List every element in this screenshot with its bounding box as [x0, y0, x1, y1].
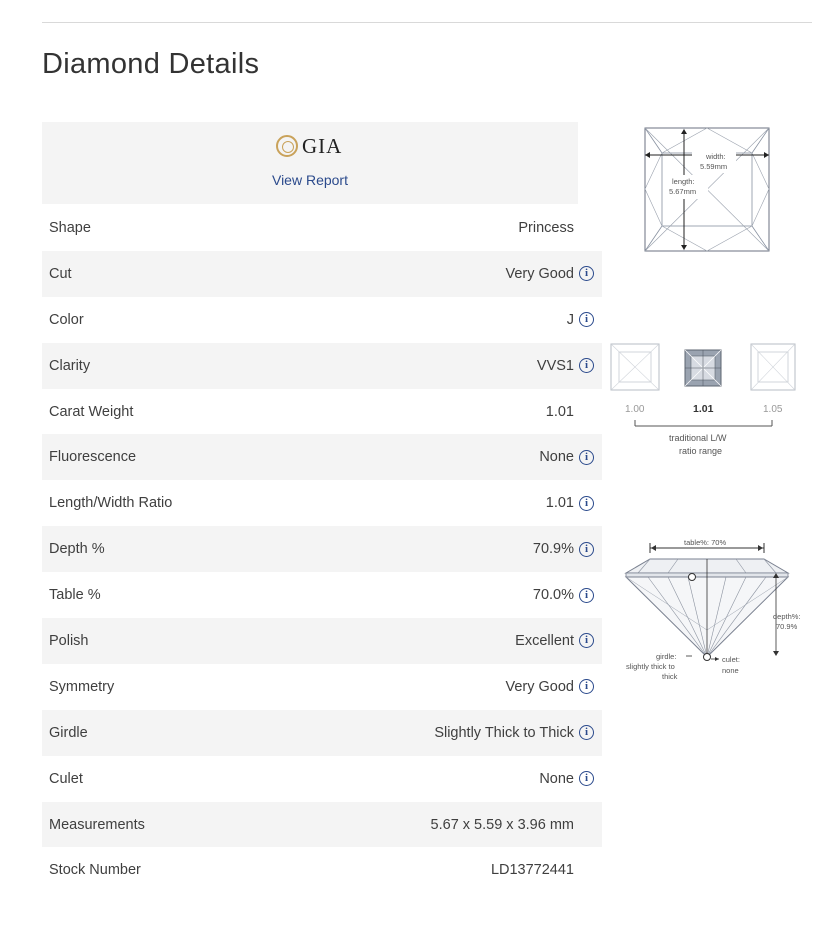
table-percent-label: table%: 70% — [684, 538, 727, 547]
ratio-max-label: 1.05 — [763, 404, 783, 415]
spec-value-group — [567, 312, 594, 328]
spec-row — [42, 297, 602, 343]
spec-label: Length/Width Ratio — [49, 495, 173, 512]
profile-diagram — [618, 535, 828, 685]
spec-row — [42, 618, 602, 664]
spec-value-group — [505, 679, 594, 695]
spec-label: Shape — [49, 219, 91, 236]
info-icon[interactable]: i — [579, 358, 594, 373]
spec-value: Excellent — [515, 632, 574, 649]
spec-row — [42, 847, 602, 893]
spec-label: Girdle — [49, 724, 88, 741]
spec-value: LD13772441 — [490, 862, 574, 879]
spec-value-group — [491, 862, 594, 878]
ratio-current-shape — [685, 350, 721, 386]
ratio-caption-line2: ratio range — [679, 446, 723, 456]
spec-value-group — [537, 358, 594, 374]
info-icon[interactable]: i — [579, 679, 594, 694]
spec-value: Very Good — [505, 678, 574, 695]
info-icon[interactable]: i — [579, 771, 594, 786]
info-icon[interactable]: i — [579, 312, 594, 327]
spec-value-group — [515, 633, 594, 649]
spec-label: Stock Number — [49, 862, 141, 879]
spec-label: Culet — [49, 770, 83, 787]
culet-value: none — [722, 666, 739, 675]
spec-label: Symmetry — [49, 678, 115, 695]
depth-value: 70.9% — [776, 622, 798, 631]
ratio-caption-line1: traditional L/W — [669, 433, 727, 443]
ratio-min-label: 1.00 — [625, 404, 645, 415]
spec-value: 5.67 x 5.59 x 3.96 mm — [430, 816, 574, 833]
spec-value: J — [566, 311, 574, 328]
spec-row — [42, 802, 602, 848]
width-label: width: — [706, 152, 726, 161]
spec-value: None — [539, 449, 574, 466]
spec-value: Very Good — [505, 265, 574, 282]
spec-value-group — [546, 404, 594, 420]
spec-value: 70.0% — [532, 587, 574, 604]
spec-label: Depth % — [49, 541, 105, 558]
info-icon[interactable]: i — [579, 542, 594, 557]
spec-label: Carat Weight — [49, 403, 134, 420]
top-view-diagram — [640, 125, 775, 255]
girdle-value-line1: slightly thick to — [626, 662, 675, 671]
info-icon[interactable]: i — [579, 450, 594, 465]
spec-label: Color — [49, 311, 84, 328]
spec-value-group — [518, 220, 594, 236]
spec-value-group — [533, 587, 594, 603]
top-divider — [42, 22, 812, 23]
spec-value-group — [434, 725, 594, 741]
ratio-min-shape — [611, 344, 659, 390]
info-icon[interactable]: i — [579, 588, 594, 603]
length-value: 5.67mm — [669, 187, 697, 196]
ratio-diagram — [605, 340, 805, 465]
spec-row — [42, 710, 602, 756]
width-value: 5.59mm — [700, 162, 728, 171]
spec-row — [42, 389, 602, 435]
spec-row — [42, 205, 602, 251]
girdle-value-line2: thick — [662, 672, 678, 681]
spec-value-group — [505, 266, 594, 282]
spec-row — [42, 664, 602, 710]
spec-value: Princess — [518, 219, 574, 236]
spec-value-group — [533, 541, 594, 557]
info-icon[interactable]: i — [579, 496, 594, 511]
spec-label: Table % — [49, 587, 101, 604]
ratio-current-label: 1.01 — [693, 403, 714, 415]
length-label: length: — [672, 177, 695, 186]
spec-row — [42, 526, 602, 572]
page-title: Diamond Details — [42, 48, 260, 80]
spec-label: Fluorescence — [49, 449, 137, 466]
gia-logo — [276, 134, 342, 158]
spec-row — [42, 756, 602, 802]
view-report-link[interactable]: View Report — [271, 172, 348, 188]
spec-value-group — [539, 449, 594, 465]
spec-row — [42, 251, 602, 297]
spec-value: VVS1 — [536, 357, 574, 374]
spec-value-group — [431, 817, 594, 833]
spec-value: Slightly Thick to Thick — [434, 724, 574, 741]
spec-value: 1.01 — [545, 495, 574, 512]
culet-label: culet: — [722, 655, 740, 664]
spec-row — [42, 480, 602, 526]
spec-label: Polish — [49, 632, 89, 649]
ratio-max-shape — [751, 344, 795, 390]
spec-value: 70.9% — [532, 541, 574, 558]
depth-label: depth%: — [773, 612, 801, 621]
spec-value: 1.01 — [545, 403, 574, 420]
spec-row — [42, 343, 602, 389]
spec-value-group — [539, 771, 594, 787]
spec-row — [42, 572, 602, 618]
info-icon[interactable]: i — [579, 266, 594, 281]
spec-label: Cut — [49, 265, 72, 282]
info-icon[interactable]: i — [579, 725, 594, 740]
girdle-label: girdle: — [656, 652, 677, 661]
spec-row — [42, 434, 602, 480]
gia-logo-text: GIA — [302, 133, 343, 158]
spec-value: None — [539, 770, 574, 787]
spec-label: Clarity — [49, 357, 91, 374]
certificate-panel — [42, 122, 578, 204]
gia-seal-icon — [276, 135, 298, 157]
specs-table — [42, 205, 602, 893]
spec-label: Measurements — [49, 816, 145, 833]
spec-value-group — [546, 495, 594, 511]
info-icon[interactable]: i — [579, 633, 594, 648]
